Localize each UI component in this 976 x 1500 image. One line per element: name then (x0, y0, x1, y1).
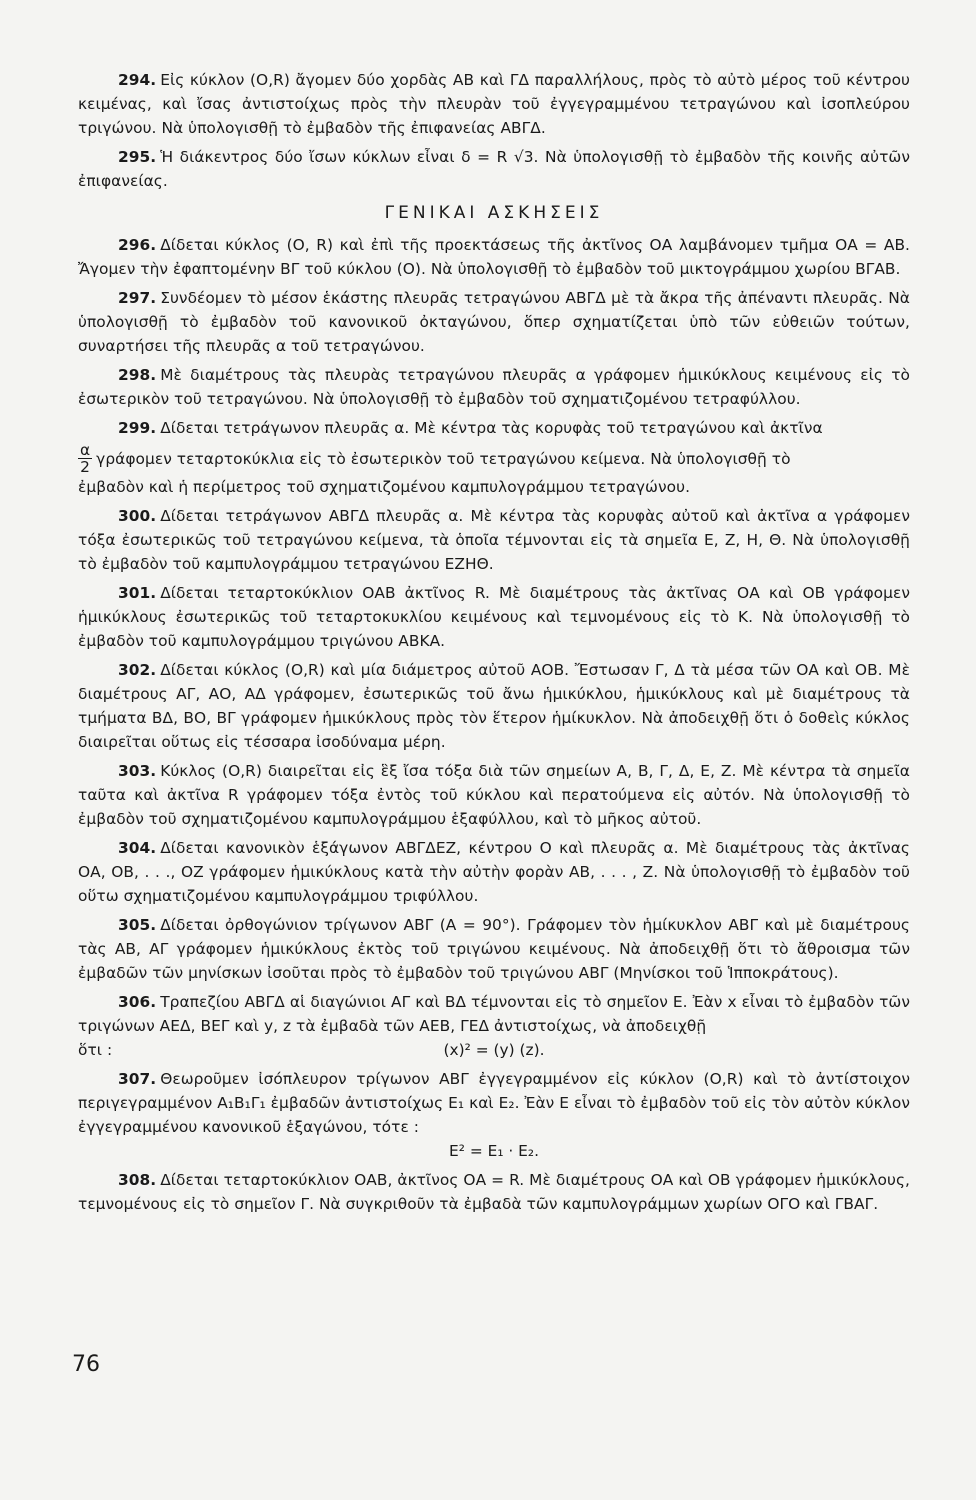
problem-number: 302. (118, 661, 157, 679)
problem-number: 305. (118, 916, 157, 934)
problem-text: Δίδεται τεταρτοκύκλιον ΟΑΒ ἀκτῖνος R. Μὲ διαμέτρους τὰς ἀκτῖνας ΟΑ καὶ ΟΒ γράφομεν ἡμικύκλους ἐσωτερικῶς τοῦ τεταρτοκυκλίου κειμένους καὶ τεμνομένους εἰς τὸ Κ. Νὰ ὑπολογισθῇ τὸ ἐμβαδὸν τοῦ καμπυλογράμμου τριγώνου ΑΒΚΑ. (78, 584, 910, 650)
problem-text: Δίδεται ὀρθογώνιον τρίγωνον ΑΒΓ (Α = 90°). Γράφομεν τὸν ἡμίκυκλον ΑΒΓ καὶ μὲ διαμέτρους τὰς ΑΒ, ΑΓ γράφομεν ἡμικύκλους ἐκτὸς τοῦ τριγώνου κειμένους. Νὰ ἀποδειχθῇ ὅτι τὸ ἄθροισμα τῶν ἐμβαδῶν τῶν μηνίσκων ἰσοῦται πρὸς τὸ ἐμβαδὸν τοῦ τριγώνου ΑΒΓ (Μηνίσκοι τοῦ Ἱπποκράτους). (78, 916, 910, 982)
problem-number: 296. (118, 236, 157, 254)
page-body (78, 68, 910, 1216)
fraction-numerator: α (80, 441, 91, 459)
problem-text: Δίδεται κύκλος (Ο,R) καὶ μία διάμετρος αὐτοῦ ΑΟΒ. Ἔστωσαν Γ, Δ τὰ μέσα τῶν ΟΑ καὶ ΟΒ. Μὲ διαμέτρους ΑΓ, ΑΟ, ΑΔ γράφομεν, ἐσωτερικῶς τοῦ ἄνω ἡμικύκλου, ἡμικύκλους καὶ μὲ διαμέτρους τὰ τμήματα ΒΔ, ΒΟ, ΒΓ γράφομεν ἡμικύκλους πρὸς τὸν ἕτερον ἡμίκυκλον. Νὰ ἀποδειχθῇ ὅτι ὁ δοθεὶς κύκλος διαιρεῖται οὕτως εἰς τέσσαρα ἰσοδύναμα μέρη. (78, 661, 910, 751)
problem-302 (78, 658, 910, 754)
problem-text: Δίδεται τετράγωνον ΑΒΓΔ πλευρᾶς α. Μὲ κέντρα τὰς κορυφὰς αὐτοῦ καὶ ἀκτῖνα α γράφομεν τόξα ἐσωτερικῶς τοῦ τετραγώνου κείμενα, τὰ ὁποῖα τέμνονται εἰς τὰ σημεῖα Ε, Ζ, Η, Θ. Νὰ ὑπολογισθῇ τὸ ἐμβαδὸν τοῦ καμπυλογράμμου τετραγώνου ΕΖΗΘ. (78, 507, 910, 573)
equation: Ε² = Ε₁ · Ε₂. (449, 1142, 539, 1160)
problem-number: 299. (118, 419, 157, 437)
problem-text: Ἡ διάκεντρος δύο ἴσων κύκλων εἶναι δ = R √3. Νὰ ὑπολογισθῇ τὸ ἐμβαδὸν τῆς κοινῆς αὐτῶν ἐπιφανείας. (78, 148, 910, 190)
problem-number: 307. (118, 1070, 157, 1088)
problem-number: 297. (118, 289, 157, 307)
problem-text: Δίδεται τετράγωνον πλευρᾶς α. Μὲ κέντρα τὰς κορυφὰς τοῦ τετραγώνου καὶ ἀκτῖνα (160, 419, 823, 437)
problem-296 (78, 233, 910, 281)
problem-text: Συνδέομεν τὸ μέσον ἑκάστης πλευρᾶς τετραγώνου ΑΒΓΔ μὲ τὰ ἄκρα τῆς ἀπέναντι πλευρᾶς. Νὰ ὑπολογισθῇ τὸ ἐμβαδὸν τοῦ κανονικοῦ ὀκταγώνου, ὅπερ σχηματίζεται ὑπὸ τῶν εὐθειῶν τούτων, συναρτήσει τῆς πλευρᾶς α τοῦ τετραγώνου. (78, 289, 910, 355)
problem-text: γράφομεν τεταρτοκύκλια εἰς τὸ ἐσωτερικὸν τοῦ τετραγώνου κείμενα. Νὰ ὑπολογισθῇ τὸ (96, 449, 791, 468)
problem-text: ἐμβαδὸν καὶ ἡ περίμετρος τοῦ σχηματιζομένου καμπυλογράμμου τετραγώνου. (78, 478, 691, 496)
problem-299 (78, 416, 910, 499)
equation: (x)² = (y) (z). (443, 1041, 545, 1059)
problem-number: 298. (118, 366, 157, 384)
section-heading: ΓΕΝΙΚΑΙ ΑΣΚΗΣΕΙΣ (384, 203, 604, 223)
problem-text: ὅτι : (78, 1041, 113, 1059)
problem-306 (78, 990, 910, 1062)
problem-number: 303. (118, 762, 157, 780)
fraction (78, 442, 92, 475)
problem-number: 304. (118, 839, 157, 857)
problem-text: Κύκλος (Ο,R) διαιρεῖται εἰς ἓξ ἴσα τόξα διὰ τῶν σημείων Α, Β, Γ, Δ, Ε, Ζ. Μὲ κέντρα τὰ σημεῖα ταῦτα καὶ ἀκτῖνα R γράφομεν τόξα ἐντὸς τοῦ κύκλου καὶ περατούμενα εἰς αὐτόν. Νὰ ὑπολογισθῇ τὸ ἐμβαδὸν τοῦ σχηματιζομένου καμπυλογράμμου ἑξαφύλλου, καὶ τὸ μῆκος αὐτοῦ. (78, 762, 910, 828)
page-number: 76 (72, 1352, 100, 1377)
problem-number: 306. (118, 993, 157, 1011)
problem-text: Δίδεται κύκλος (Ο, R) καὶ ἐπὶ τῆς προεκτάσεως τῆς ἀκτῖνος ΟΑ λαμβάνομεν τμῆμα ΟΑ = ΑΒ. Ἄγομεν τὴν ἐφαπτομένην ΒΓ τοῦ κύκλου (Ο). Νὰ ὑπολογισθῇ τὸ ἐμβαδὸν τοῦ μικτογράμμου χωρίου ΒΓΑΒ. (78, 236, 910, 278)
problem-304 (78, 836, 910, 908)
problem-295 (78, 145, 910, 193)
problem-text: Θεωροῦμεν ἰσόπλευρον τρίγωνον ΑΒΓ ἐγγεγραμμένον εἰς κύκλον (Ο,R) καὶ τὸ ἀντίστοιχον περιγεγραμμένον Α₁Β₁Γ₁ ἐμβαδῶν ἀντιστοίχως Ε₁ καὶ Ε₂. Ἐὰν Ε εἶναι τὸ ἐμβαδὸν τοῦ εἰς τὸν αὐτὸν κύκλον ἐγγεγραμμένου κανονικοῦ ἑξαγώνου, τότε : (78, 1070, 910, 1136)
problem-text: Μὲ διαμέτρους τὰς πλευρὰς τετραγώνου πλευρᾶς α γράφομεν ἡμικύκλους κειμένους εἰς τὸ ἐσωτερικὸν τοῦ τετραγώνου. Νὰ ὑπολογισθῇ τὸ ἐμβαδὸν τοῦ σχηματιζομένου τετραφύλλου. (78, 366, 910, 408)
problem-294 (78, 68, 910, 140)
problem-text: Εἰς κύκλον (Ο,R) ἄγομεν δύο χορδὰς ΑΒ καὶ ΓΔ παραλλήλους, πρὸς τὸ αὐτὸ μέρος τοῦ κέντρου κειμένας, καὶ ἴσας ἀντιστοίχως πρὸς τὴν πλευρὰν τοῦ ἐγγεγραμμένου τετραγώνου καὶ ἰσοπλεύρου τριγώνου. Νὰ ὑπολογισθῇ τὸ ἐμβαδὸν τῆς ἐπιφανείας ΑΒΓΔ. (78, 71, 910, 137)
problem-305 (78, 913, 910, 985)
problem-300 (78, 504, 910, 576)
problem-298 (78, 363, 910, 411)
problem-308 (78, 1168, 910, 1216)
problem-number: 300. (118, 507, 157, 525)
problem-text: Τραπεζίου ΑΒΓΔ αἱ διαγώνιοι ΑΓ καὶ ΒΔ τέμνονται εἰς τὸ σημεῖον Ε. Ἐὰν x εἶναι τὸ ἐμβαδὸν τῶν τριγώνων ΑΕΔ, ΒΕΓ καὶ y, z τὰ ἐμβαδὰ τῶν ΑΕΒ, ΓΕΔ ἀντιστοίχως, νὰ ἀποδειχθῇ (78, 993, 910, 1035)
problem-number: 294. (118, 71, 157, 89)
fraction-denominator: 2 (80, 458, 90, 476)
problem-number: 295. (118, 148, 157, 166)
problem-number: 308. (118, 1171, 157, 1189)
problem-301 (78, 581, 910, 653)
problem-text: Δίδεται τεταρτοκύκλιον ΟΑΒ, ἀκτῖνος ΟΑ = R. Μὲ διαμέτρους ΟΑ καὶ ΟΒ γράφομεν ἡμικύκλους, τεμνομένους εἰς τὸ σημεῖον Γ. Νὰ συγκριθοῦν τὰ ἐμβαδὰ τῶν καμπυλογράμμων χωρίων ΟΓΟ καὶ ΓΒΑΓ. (78, 1171, 910, 1213)
problem-297 (78, 286, 910, 358)
problem-307 (78, 1067, 910, 1163)
problem-number: 301. (118, 584, 157, 602)
problem-303 (78, 759, 910, 831)
problem-text: Δίδεται κανονικὸν ἑξάγωνον ΑΒΓΔΕΖ, κέντρου Ο καὶ πλευρᾶς α. Μὲ διαμέτρους τὰς ἀκτῖνας ΟΑ, ΟΒ, . . ., ΟΖ γράφομεν ἡμικύκλους κατὰ τὴν αὐτὴν φορὰν ΑΒ, . . . , Ζ. Νὰ ὑπολογισθῇ τὸ ἐμβαδὸν τοῦ οὕτω σχηματιζομένου καμπυλογράμμου τριφύλλου. (78, 839, 910, 905)
